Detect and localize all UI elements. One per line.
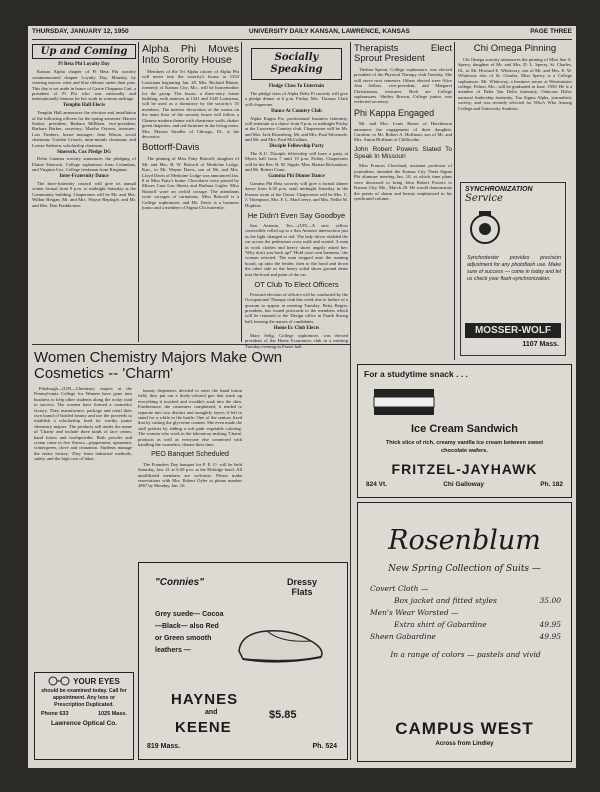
ad-ice-top: For a studytime snack . . . xyxy=(364,369,468,379)
story-body: Alpha Kappa Psi, professional business fraternity, will entertain at a dance from 9 p.m. to midnight Friday at the Lawrence Country club. Chaperones will be Mr. and Mrs. Jack Rosenberg, Mr. and Mrs. Paul Silvernale, and Mr. and Mrs. Paul McCallum. xyxy=(245,115,348,143)
story-body: The pledge class of Alpha Delta Pi sorority will give a pledge dinner at 6 p.m. Friday. Mrs. Thomas Clark will chaperone. xyxy=(245,90,348,107)
ad-ice-name: Chi Galloway xyxy=(443,481,485,488)
ad-eyes-l1: should be examined today. Call for appointment. Any lens or Prescription Duplicated. xyxy=(41,688,127,708)
header-page: PAGE THREE xyxy=(530,28,572,35)
story-body: Pittsburgh—(UP)—Chemistry majors at the Pennsylvania College for Women have gone into business to help other students along the rocky road to success. The women have formed a cosmetics factory. They manufacture, package and retail their own brand of bottled beauty and use the proceeds to establish a scholarship fund for worthy junior chemistry majors. The products sell under the name of 'Charm' and include three kinds of face cream, hand lotion and toothpowder. Both powder and cream come in five flavors—peppermint, spearmint, wintergreen, clove and cinnamon. Students manage the entire factory. They learn industrial methods, safety, and the high cost of labor. xyxy=(34,386,132,462)
ad-ros-r4: In a range of colors — pastels and vivid xyxy=(390,650,541,659)
story-body: The Inter-fraternity council will give its annual winter formal from 9 p.m. to midnight Saturday at the Community building. Chaperones will be Mr. and Mrs. Wilbur Heigan, Mr. and Mrs. Wayne Replogle, and Mr. and Mrs. Don Funkhouser. xyxy=(32,181,136,208)
story-body: Mary Selig, College sophomore, was elected president of the Home Economics club at a meeting Tuesday evening in Fraser hall. xyxy=(245,332,348,349)
ad-ros-r1p: 35.00 xyxy=(539,596,561,605)
cosmetics-col-2 xyxy=(138,388,242,556)
ad-sync-phone: 1107 Mass. xyxy=(522,341,559,348)
ad-haynes-keene xyxy=(138,562,348,760)
ad-hk-and: and xyxy=(205,709,218,716)
ad-ros-r1: Covert Cloth — xyxy=(370,584,429,593)
story-body: The pinning of Miss Patty Bottorff, daughter of Mr. and Mrs. B. W. Bottorff of Medicine Lodge, Kan., to Mr. Wayne Davis, son of Mr. and Mrs. Lloyd Davis of Medicine Lodge was announced Jan. 8 at Miss Patty's home. Chocolates were passed by Misses Cara Lou Sheets and Barbara Legler. Miss Bottorff wore an orchid corsage. The attendants wore corsages of carnations. Miss Bottorff is a College sophomore; and Mr. Davis is a business junior and a member of Sigma Chi fraternity. xyxy=(142,156,239,210)
story-body: Miss Frances Cleveland, assistant professor of journalism, attended the Kansas City Theta Sigma Phi alumnae meeting Jan. 10, at which time plans were discussed to bring John Robert Powers to Kansas City, Mo., March 29. He would demonstrate the points of charm and beauty emphasized in his syndicated column. xyxy=(354,163,452,201)
story-title: Inter-Fraternity Dance xyxy=(59,174,109,180)
headline-phi-kappa: Phi Kappa Engaged xyxy=(354,107,435,118)
story-body: Thelma Sprout, College sophomore, was elected president of the Physical Therapy club Tuesday. She will serve next semester. Others elected were Alice Ann Sellars, vice-president, and Margaret Christiansen, treasurer. Both are College sophomores. Shirley Brown, College junior, was reelected secretary. xyxy=(354,66,452,105)
ad-ros-r2b: Extra shirt of Gabardine xyxy=(394,620,487,629)
column-rule xyxy=(350,42,351,760)
column-therapists xyxy=(354,42,452,360)
header-paper: UNIVERSITY DAILY KANSAN, LAWRENCE, KANSAS xyxy=(248,28,410,35)
headline-goodbye: He Didn't Even Say Goodbye xyxy=(247,211,346,221)
ad-hk-phone: Ph. 524 xyxy=(312,743,337,750)
ad-ros-addr: Across from Lindley xyxy=(435,741,494,747)
ad-eyes-company: Lawrence Optical Co. xyxy=(50,720,118,727)
ad-ice-brand: FRITZEL-JAYHAWK xyxy=(391,461,538,477)
story-body: beauty dispensers decided to enter the hand lotion field, they put out a finely-colored goo that stuck up everything it touched and wouldn't soak into the skin. Furthermore, the customers complained, it tended to separate into two distinct and unsightly layers if left to stand for a while in the bottle. One of the seniors fixed that by cutting the glycerine content. She even made the stuff prettier by adding a soft pink vegetable coloring. The women who work in the laboratory making 'Charm' products as well as everyone else connected with handling the cosmetics, donate their time. xyxy=(138,388,242,448)
headline-therapists: Therapists Elect Sprout President xyxy=(354,43,452,64)
ad-ice-phone: Ph. 182 xyxy=(540,481,563,488)
story-body: The Founders Day banquet for P. E. O. will be held Saturday, Jan. 21 at 6:30 p.m. at the Eldridge hotel. All unaffiliated members are welcome. Please make reservations with Mrs. Robert Oyler at phone number 2867 by Monday, Jan. 16. xyxy=(138,461,242,489)
headline-powers: John Robert Powers Slated To Speak In Missouri xyxy=(354,145,452,160)
headline-peo: PEO Banquet Scheduled xyxy=(151,451,229,459)
story-title: Sinerock, Cox Pledge DG xyxy=(56,149,112,155)
story-title: Fledge Class To Entertain xyxy=(268,84,325,89)
headline-ot-club: OT Club To Elect Officers xyxy=(254,279,339,289)
story-title: Gamma Phi Dinner Dance xyxy=(268,174,325,180)
ad-hk-dressy: Dressy xyxy=(287,577,318,587)
camera-flash-icon xyxy=(465,209,505,249)
column-rule xyxy=(454,42,455,360)
ad-ice-sub: Thick slice of rich, creamy vanilla ice cream between sweet chocolate wafers. xyxy=(385,440,544,454)
ad-sync-body: Synchrotester provides precision adjustment for any photoflash use. Make sure of success — come in today and let us check your flash-synchronization. xyxy=(467,255,561,282)
story-title: Home Ec Club Elects xyxy=(273,325,320,331)
story-body: Postcard election of officers will be conducted by the Occupational Therapy club this week due to failure of a quorum to appear at meeting Tuesday. Betty Regier, president, has issued postcards to the members which will be returned to the Design office in Frank Strong hall, bearing the names of candidates. xyxy=(245,291,348,324)
cosmetics-col-1 xyxy=(34,386,132,666)
ad-hk-brand2: KEENE xyxy=(175,719,232,736)
ad-eyes-addr: 1025 Mass. xyxy=(97,711,127,717)
story-title: Dance At Country Club xyxy=(271,108,322,114)
story-body: San Antonio, Tex.—(UP)—A new yellow convertible rolled up to a San Antonio intersection just as the light changed to red. The lady driver skidded the car across the pedestrian cross walk and waited. A man in work clothes and heavy shoes angrily asked her: 'Why don't you back up?' 'Hold your own business,' the woman retorted. The man stepped onto the running board, up onto the fender, then to the hood and down the other side as the heavy soled shoes ground dents into the hood and paint of the car. xyxy=(245,222,348,277)
column-alpha-phi xyxy=(142,42,239,342)
headline-bottorff-davis: Bottorff-Davis xyxy=(142,142,200,154)
ice-cream-sandwich-icon xyxy=(370,383,440,423)
ad-hk-desc: Grey suede— Cocoa—Black— also Red or Green smooth leathers — xyxy=(155,611,224,654)
column-rule xyxy=(138,42,139,342)
ad-ice-title: Ice Cream Sandwich xyxy=(411,423,518,435)
headline-cosmetics: Women Chemistry Majors Make Own Cosmetics -- 'Charm' xyxy=(34,349,283,382)
column-chi-omega xyxy=(458,42,572,192)
ad-ros-r2p: 49.95 xyxy=(539,620,561,629)
story-body: Chi Omega sorority announces the pinning of Miss Sue A. Sperry, daughter of Mr. and Mrs. D. L. Sperry, St. Charles, Ill., to Mr. Howard E. Whiteway, son of Mr. and Mrs. E. W. Whiteway also of St. Charles. Miss Sperry is a College sophomore. Mr. Whiteway, a business senior at Westminster college, Fulton, Mo., will be graduated in June, 1950. He is a member of Delta Tau Delta fraternity, Omicron Delta, national leadership fraternity, Tau Sigma Alpha, journalistic society; and was recently selected for Who's Who Among College and University Students. xyxy=(458,56,572,111)
ad-synchronization xyxy=(458,180,568,358)
story-body: Kansas Alpha chapter of Pi Beta Phi sorority commemorated chapter Loyalty Day, Monday, by wearing narrow wine and blue ribbons under their pins. This day is set aside in honor of Carrie Chapman Catt, a president of Pi Phi who was nationally and internationally famous for her work in woman suffrage. xyxy=(32,69,136,102)
headline-alpha-phi: Alpha Phi Moves Into Sorority House xyxy=(142,43,239,67)
story-body: Members of the Tri Alpha colony of Alpha Phi will move into the sorority's house at 1333 Louisiana beginning Jan. 28. Mrs. Richard Blume, formerly of Kansas City, Mo., will be housemother for the group. The house, a three-story frame building, with annexes at 1341 and 1345 Louisiana, will be used as a dormitory by the sorority's 35 members. The interior decoration of the rooms on the main floor of the sorority house will follow a Chinese modern theme with chartreuse walls, darker green draperies, and red furniture in the living room. Mrs. Marion Stradler of Chicago, Ill., is the decorator. xyxy=(142,69,239,139)
ad-sync-service: Service xyxy=(465,193,503,204)
ad-sync-title: SYNCHRONIZATION xyxy=(465,186,533,193)
ad-hk-price: $5.85 xyxy=(269,709,297,721)
ad-ros-brand: CAMPUS WEST xyxy=(395,719,534,738)
ad-sync-brand: MOSSER-WOLF xyxy=(465,323,561,338)
column-up-and-coming xyxy=(32,42,136,342)
page-header xyxy=(32,28,572,40)
heading-up-and-coming: Up and Coming xyxy=(32,44,136,59)
story-body: Templin Hall announces the election and installation of the following officers for the spring semester: Harriet Stokes, president; Barbara Milliken, vice-president; Barbara Barber, secretary; Martha Ostrom, treasurer; Lois Timbers, house manager; Joan Wason, social chairman; Gordon Crouch, intra-murals chairman; and Louise Sanborn, scholarship chairman. xyxy=(32,110,136,148)
story-title: Pi Beta Phi Loyalty Day xyxy=(58,62,110,68)
headline-chi-omega: Chi Omega Pinning xyxy=(473,43,557,54)
ad-ros-r3: Sheen Gabardine xyxy=(370,632,436,641)
story-title: Templin Hall Elects xyxy=(62,103,106,109)
ad-hk-flats: Flats xyxy=(291,587,313,597)
ad-ice-cream xyxy=(357,364,572,498)
ad-hk-connies: "Connies" xyxy=(155,577,204,588)
ad-hk-addr: 819 Mass. xyxy=(147,743,181,750)
ad-ros-r3p: 49.95 xyxy=(539,632,561,641)
story-body: Mr. and Mrs. Louis Rieser of Hutchinson announce the engagement of their daughter, Caroline, to Mr. Robert A. Hoffman, son of Mr. and Mrs. Anton Hoffman of Chillicothe. xyxy=(354,121,452,143)
newspaper-page xyxy=(28,26,576,768)
ad-ros-name: Rosenblum xyxy=(388,525,541,556)
story-body: The K.U. Disciple fellowship will have a party at Myers hall from 7 until 10 p.m. Friday. Chaperones will be the Rev. H. M. Sipple, Miss Marian Richardson, and Mr. Robert Crum. xyxy=(245,150,348,173)
ad-eyes-phone: Phone 633 xyxy=(41,711,69,717)
eyeglasses-icon xyxy=(48,676,70,686)
ad-hk-brand1: HAYNES xyxy=(171,691,239,708)
shoe-illustration xyxy=(231,603,331,673)
story-body: Delta Gamma sorority announces the pledging of Elaine Sinerock, College sophomore from Columbus, and Virginia Cox, College freshman from Kingman. xyxy=(32,156,136,173)
ad-your-eyes xyxy=(34,672,134,760)
heading-socially-speaking: Socially Speaking xyxy=(251,48,342,80)
ad-rosenblum xyxy=(357,502,572,762)
ad-ice-addr: 824 Vt. xyxy=(366,481,387,488)
story-body: Gamma Phi Beta sorority will give a formal dinner dance from 6:30 p.m. until midnight Saturday in the Kansas room of the Union. Chaperones will be Mrs. C. J. Thompson, Mrs. F. L. MacCreery, and Mrs. Nellie M. Hopkins. xyxy=(245,181,348,208)
story-title: Disciple Fellowship Party xyxy=(269,144,324,150)
column-rule xyxy=(241,42,242,342)
header-date: THURSDAY, JANUARY 12, 1950 xyxy=(32,28,129,35)
ad-ros-r1b: Box jacket and fitted styles xyxy=(394,596,497,605)
ad-eyes-title: YOUR EYES xyxy=(73,676,120,686)
ad-ros-r2: Men's Wear Worsted — xyxy=(370,608,459,617)
ad-ros-sub: New Spring Collection of Suits — xyxy=(388,564,541,574)
